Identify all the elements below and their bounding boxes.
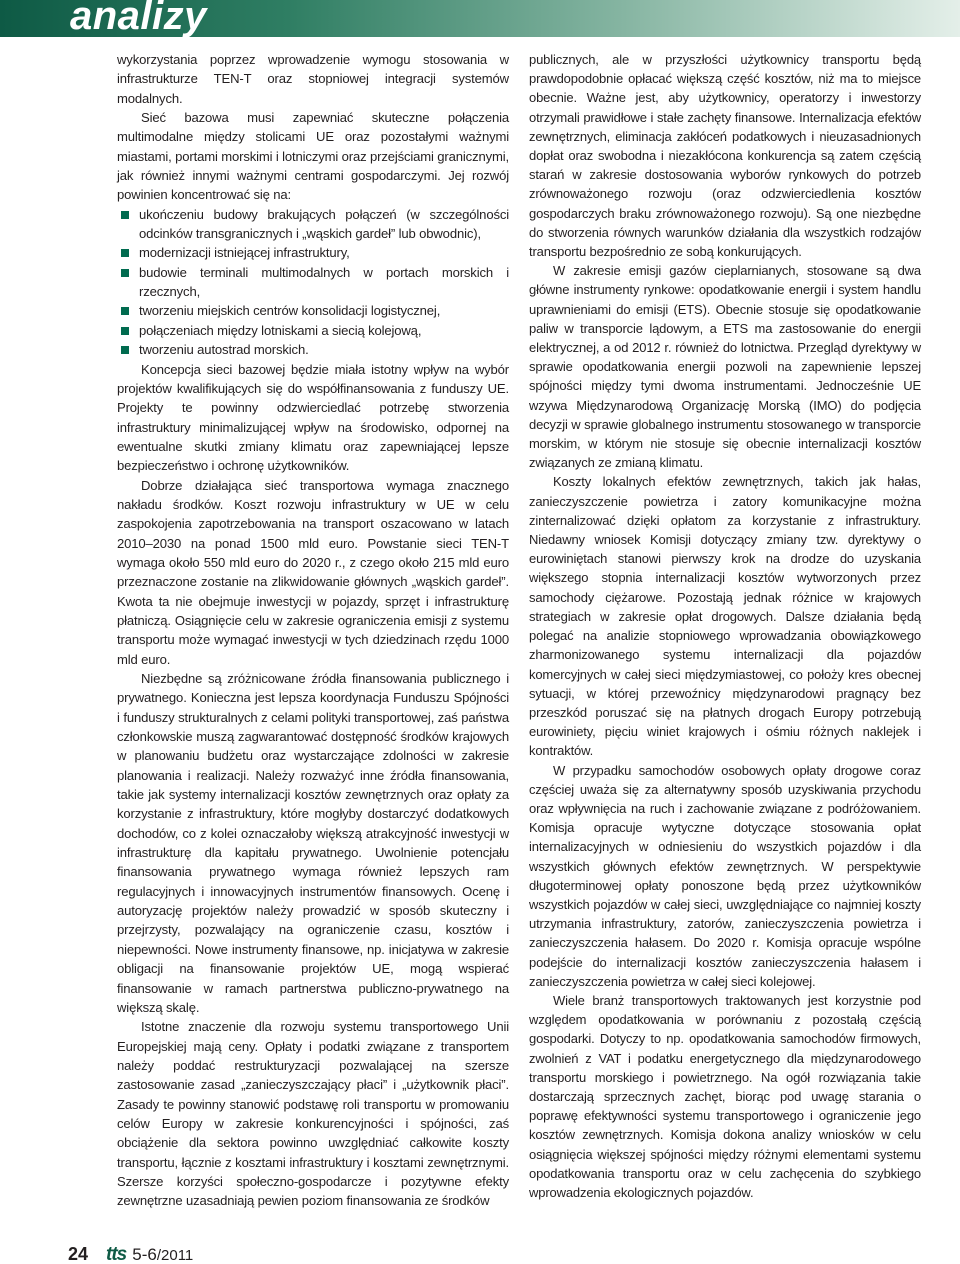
list-item: budowie terminali multimodalnych w portach morskich i rzecznych, [117, 263, 509, 302]
issue-label [132, 1245, 193, 1264]
issue-number: 5-6 [132, 1245, 157, 1264]
paragraph: Wiele branż transportowych traktowanych jest korzystnie pod względem opodatkowania w porównaniu z pozostałą częścią gospodarki. Dotyczy to np. opodatkowania samochodów firmowych, zwolnień z VAT i podatku energetycznego dla międzynarodowego transportu morskiego i powietrznego. Na ogół rozwiązania takie dostarczają sprzecznych zachęt, biorąc pod uwagę starania o poprawę efektywności systemu transportowego i ograniczenie jego kosztów zewnętrznych. Komisja dokona analizy wniosków w celu osiągnięcia większej spójności między różnymi elementami systemu opodatkowania transportu oraz w celu zachęcenia do szybkiego wprowadzenia ekologicznych pojazdów. [529, 992, 921, 1200]
paragraph: Dobrze działająca sieć transportowa wymaga znacznego nakładu środków. Koszt rozwoju infrastruktury w UE w celu zaspokojenia zapotrzebowania na transport oszacowano w latach 2010–2030 na ponad 1500 mld euro. Powstanie sieci TEN-T wymaga około 550 mld euro do 2020 r., z czego około 215 mld euro przeznaczone zostanie na zlikwidowanie głównych „wąskich gardeł”. Kwota ta nie obejmuje inwestycji w pojazdy, sprzęt i infrastrukturę płatniczą. Osiągnięcie celu w zakresie ograniczenia emisji z systemu transportu może wymagać inwestycji w tych dziedzinach rzędu 1000 mld euro. [117, 477, 509, 667]
page-footer [68, 1244, 193, 1264]
paragraph: W przypadku samochodów osobowych opłaty drogowe coraz częściej uważa się za alternatywny sposób uzyskiwania przychodu oraz wpływnięcia na ruch i zachowanie związane z podróżowaniem. Komisja opracuje wytyczne dotyczące stosowania opłat internalizacyjnych w odniesieniu do wszystkich pojazdów i dla wszystkich głównych efektów zewnętrznych. W perspektywie długoterminowej opłaty ponoszone będą przez użytkowników wszystkich pojazdów w całej sieci, uwzględniające co najmniej koszty utrzymania infrastruktury, zatorów, zanieczyszczenia powietrza i zanieczyszczenia hałasem. Do 2020 r. Komisja opracuje wspólne podejście do internalizacji kosztów zanieczyszczenia hałasem i zanieczyszczenia powietrza w całej sieci kolejowej. [529, 762, 921, 989]
issue-year: /2011 [156, 1247, 194, 1264]
paragraph: Sieć bazowa musi zapewniać skuteczne połączenia multimodalne między stolicami UE oraz pozostałymi ważnymi miastami, portami morskimi i lotniczymi oraz przejściami granicznymi, jak również innymi ważnymi centrami gospodarczymi. Jej rozwój powinien koncentrować się na: [117, 110, 509, 203]
left-column [117, 50, 509, 1211]
paragraph: publicznych, ale w przyszłości użytkownicy transportu będą prawdopodobnie opłacać większą część kosztów, niż ma to miejsce obecnie. Ważne jest, aby użytkownicy, operatorzy i inwestorzy otrzymali prawidłowe i stałe zachęty finansowe. Internalizacja efektów zewnętrznych, eliminacja zakłóceń podatkowych i nieuzasadnionych dopłat oraz swobodna i niezakłócona konkurencja są zatem częścią starań w zakresie dostosowania wyborów rynkowych do potrzeb zrównoważonego rozwoju (oraz odzwierciedlenia kosztów gospodarczych braku zrównoważonego rozwoju). Są one niezbędne do stworzenia równych warunków działania dla wszystkich rodzajów transportu bezpośrednio ze sobą konkurujących. [529, 52, 921, 260]
right-column [529, 50, 921, 1202]
section-title: analizy [70, 0, 207, 38]
header-bar [0, 0, 960, 37]
page-number: 24 [68, 1244, 89, 1264]
list-item: tworzeniu autostrad morskich. [117, 340, 509, 359]
list-item: modernizacji istniejącej infrastruktury, [117, 243, 509, 262]
list-item: ukończeniu budowy brakujących połączeń (w szczególności odcinków transgranicznych i „wąskich gardeł” lub obwodnic), [117, 205, 509, 244]
list-item: połączeniach między lotniskami a siecią kolejową, [117, 321, 509, 340]
paragraph: Koncepcja sieci bazowej będzie miała istotny wpływ na wybór projektów kwalifikujących się do współfinansowania z funduszy UE. Projekty te powinny odzwierciedlać potrzebę stworzenia infrastruktury minimalizującej wpływ na środowisko, odpornej na ewentualne skutki zmiany klimatu oraz zapewniającej lepsze bezpieczeństwo i ochronę użytkowników. [117, 361, 509, 474]
paragraph: wykorzystania poprzez wprowadzenie wymogu stosowania w infrastrukturze TEN-T oraz stopniowej integracji systemów modalnych. [117, 52, 509, 106]
list-item: tworzeniu miejskich centrów konsolidacji logistycznej, [117, 301, 509, 320]
bullet-list [117, 205, 509, 360]
paragraph: W zakresie emisji gazów cieplarnianych, stosowane są dwa główne instrumenty rynkowe: opodatkowanie energii i system handlu uprawnieniami do emisji (ETS). Obecnie stosuje się opodatkowanie paliw w transporcie lądowym, a ETS ma zastosowanie do energii elektrycznej, a od 2012 r. również do lotnictwa. Przegląd dyrektywy w sprawie opodatkowania energii pozwoli na zapewnienie lepszej spójności między tymi dwoma instrumentami. Jednocześnie UE wzywa Międzynarodową Organizację Morską (IMO) do podjęcia decyzji w sprawie globalnego instrumentu stosowanego w transporcie morskim, w którym nie stosuje się obecnie internalizacji kosztów związanych ze zmianą klimatu. [529, 263, 921, 471]
magazine-logo: tts [106, 1244, 127, 1264]
paragraph: Istotne znaczenie dla rozwoju systemu transportowego Unii Europejskiej mają ceny. Opłaty i podatki związane z transportem należy poddać restrukturyzacji pozwalającej na szersze zastosowanie zasad „zanieczyszczający płaci” i „użytkownik płaci”. Zasady te powinny stanowić podstawę roli transportu w promowaniu celów Europy w zakresie konkurencyjności i spójności, zaś obciążenie dla sektora powinno uwzględniać całkowite koszty transportu, łącznie z kosztami infrastruktury i kosztami zewnętrznymi. Szersze korzyści społeczno-gospodarcze i pozytywne efekty zewnętrzne uzasadniają pewien poziom finansowania ze środków [117, 1019, 509, 1209]
paragraph: Koszty lokalnych efektów zewnętrznych, takich jak hałas, zanieczyszczenie powietrza i zatory komunikacyjne można zinternalizować dzięki opłatom za korzystanie z infrastruktury. Niedawny wniosek Komisji dotyczący zmiany tzw. dyrektywy o eurowiniętach stanowi pierwszy krok na drodze do uzyskania większego stopnia internalizacji kosztów wytworzonych przez samochody ciężarowe. Pozostają jednak różnice w krajowych strategiach w zakresie opłat drogowych. Dalsze działania będą polegać na analizie stopniowego wprowadzania obowiązkowego zharmonizowanego systemu internalizacji dla pojazdów komercyjnych w całej sieci międzymiastowej, co położy kres obecnej sytuacji, w której przewoźnicy międzynarodowi pragnący bez przeszkód poruszać się na płatnych drogach Europy potrzebują eurowiniety, pięciu winiet krajowych i ośmiu różnych naklejek i kontraktów. [529, 474, 921, 759]
paragraph: Niezbędne są zróżnicowane źródła finansowania publicznego i prywatnego. Konieczna jest lepsza koordynacja Funduszu Spójności i funduszy strukturalnych z celami polityki transportowej, zaś państwa członkowskie muszą zagwarantować dostępność środków krajowych w planowaniu budżetu oraz wystarczające zdolności w zakresie planowania i realizacji. Należy rozważyć inne źródła finansowania, takie jak systemy internalizacji kosztów zewnętrznych oraz opłaty za korzystanie z infrastruktury, które mogłyby dostarczyć dodatkowych dochodów, co z kolei oznaczałoby większą atrakcyjność inwestycji w infrastrukturę dla kapitału prywatnego. Uwolnienie potencjału finansowania prywatnego wymaga również lepszych ram regulacyjnych i innowacyjnych instrumentów finansowych. Ocenę i autoryzację projektów należy prowadzić w sposób skuteczny i przejrzysty, pozwalający na ograniczenie czasu, kosztów i niepewności. Nowe instrumenty finansowe, np. inicjatywa w zakresie obligacji na finansowanie projektów UE, mogą wspierać finansowanie w ramach partnerstwa publiczno-prywatnego na większą skalę. [117, 671, 509, 1015]
